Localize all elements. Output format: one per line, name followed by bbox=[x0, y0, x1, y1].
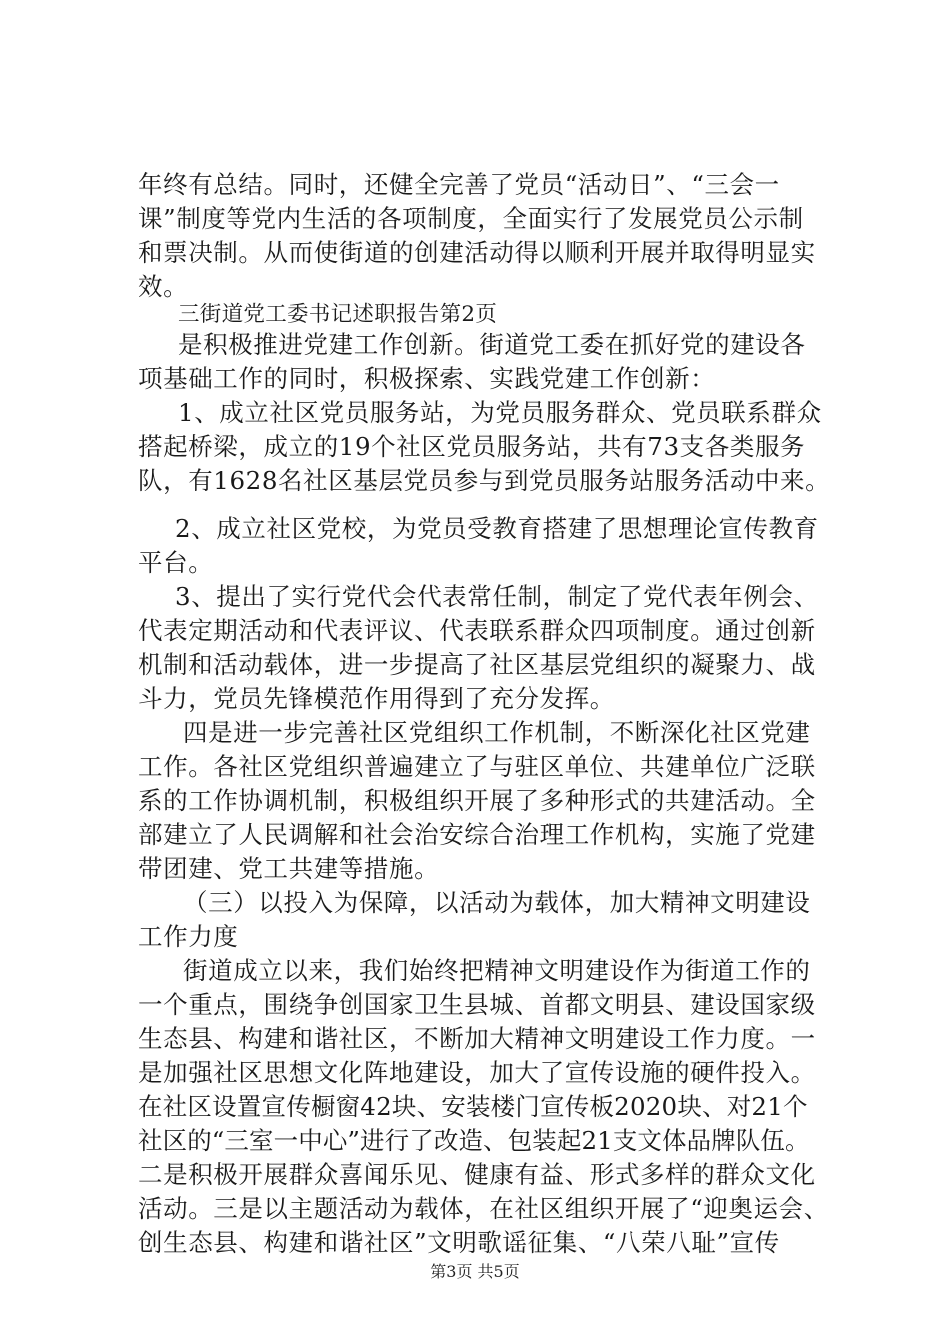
body-text-line: 和票决制。从而使街道的创建活动得以顺利开展并取得明显实 bbox=[138, 238, 816, 267]
body-text-line: 创生态县、构建和谐社区”文明歌谣征集、“八荣八耻”宣传 bbox=[138, 1228, 780, 1257]
body-text-line: 是积极推进党建工作创新。街道党工委在抓好党的建设各 bbox=[178, 330, 806, 359]
body-text-line: 工作。各社区党组织普遍建立了与驻区单位、共建单位广泛联 bbox=[138, 752, 816, 781]
body-text-line: 系的工作协调机制，积极组织开展了多种形式的共建活动。全 bbox=[138, 786, 816, 815]
section-heading-line: （三）以投入为保障，以活动为载体，加大精神文明建设 bbox=[183, 888, 811, 917]
body-text-line: 带团建、党工共建等措施。 bbox=[138, 854, 440, 883]
body-text-line: 年终有总结。同时，还健全完善了党员“活动日”、“三会一 bbox=[138, 170, 780, 199]
page-footer: 第3页 共5页 bbox=[430, 1262, 520, 1281]
body-text-line: 四是进一步完善社区党组织工作机制，不断深化社区党建 bbox=[183, 718, 811, 747]
body-text-line: 一个重点，围绕争创国家卫生县城、首都文明县、建设国家级 bbox=[138, 990, 816, 1019]
body-text-line: 项基础工作的同时，积极探索、实践党建工作创新： bbox=[138, 364, 716, 393]
body-text-line: 活动。三是以主题活动为载体，在社区组织开展了“迎奥运会、 bbox=[138, 1194, 829, 1223]
page-header-line: 三街道党工委书记述职报告第2页 bbox=[178, 302, 498, 327]
body-text-line: 二是积极开展群众喜闻乐见、健康有益、形式多样的群众文化 bbox=[138, 1160, 816, 1189]
body-text-line: 代表定期活动和代表评议、代表联系群众四项制度。通过创新 bbox=[138, 616, 816, 645]
section-heading-line: 工作力度 bbox=[138, 922, 239, 951]
body-text-line: 2、成立社区党校，为党员受教育搭建了思想理论宣传教育 bbox=[175, 514, 819, 543]
body-text-line: 街道成立以来，我们始终把精神文明建设作为街道工作的 bbox=[183, 956, 811, 985]
body-text-line: 3、提出了实行党代会代表常任制，制定了党代表年例会、 bbox=[175, 582, 819, 611]
body-text-line: 生态县、构建和谐社区，不断加大精神文明建设工作力度。一 bbox=[138, 1024, 816, 1053]
body-text-line: 课”制度等党内生活的各项制度，全面实行了发展党员公示制 bbox=[138, 204, 804, 233]
body-text-line: 斗力，党员先锋模范作用得到了充分发挥。 bbox=[138, 684, 615, 713]
body-text-line: 搭起桥梁，成立的19个社区党员服务站，共有73支各类服务 bbox=[138, 432, 806, 461]
body-text-line: 1、成立社区党员服务站，为党员服务群众、党员联系群众 bbox=[178, 398, 822, 427]
body-text-line: 在社区设置宣传橱窗42块、安装楼门宣传板2020块、对21个 bbox=[138, 1092, 808, 1121]
body-text-line: 效。 bbox=[138, 272, 189, 301]
body-text-line: 队，有1628名社区基层党员参与到党员服务站服务活动中来。 bbox=[138, 466, 831, 495]
body-text-line: 部建立了人民调解和社会治安综合治理工作机构，实施了党建 bbox=[138, 820, 816, 849]
body-text-line: 是加强社区思想文化阵地建设，加大了宣传设施的硬件投入。 bbox=[138, 1058, 816, 1087]
body-text-line: 社区的“三室一中心”进行了改造、包装起21支文体品牌队伍。 bbox=[138, 1126, 810, 1155]
body-text-line: 平台。 bbox=[138, 548, 214, 577]
body-text-line: 机制和活动载体，进一步提高了社区基层党组织的凝聚力、战 bbox=[138, 650, 816, 679]
